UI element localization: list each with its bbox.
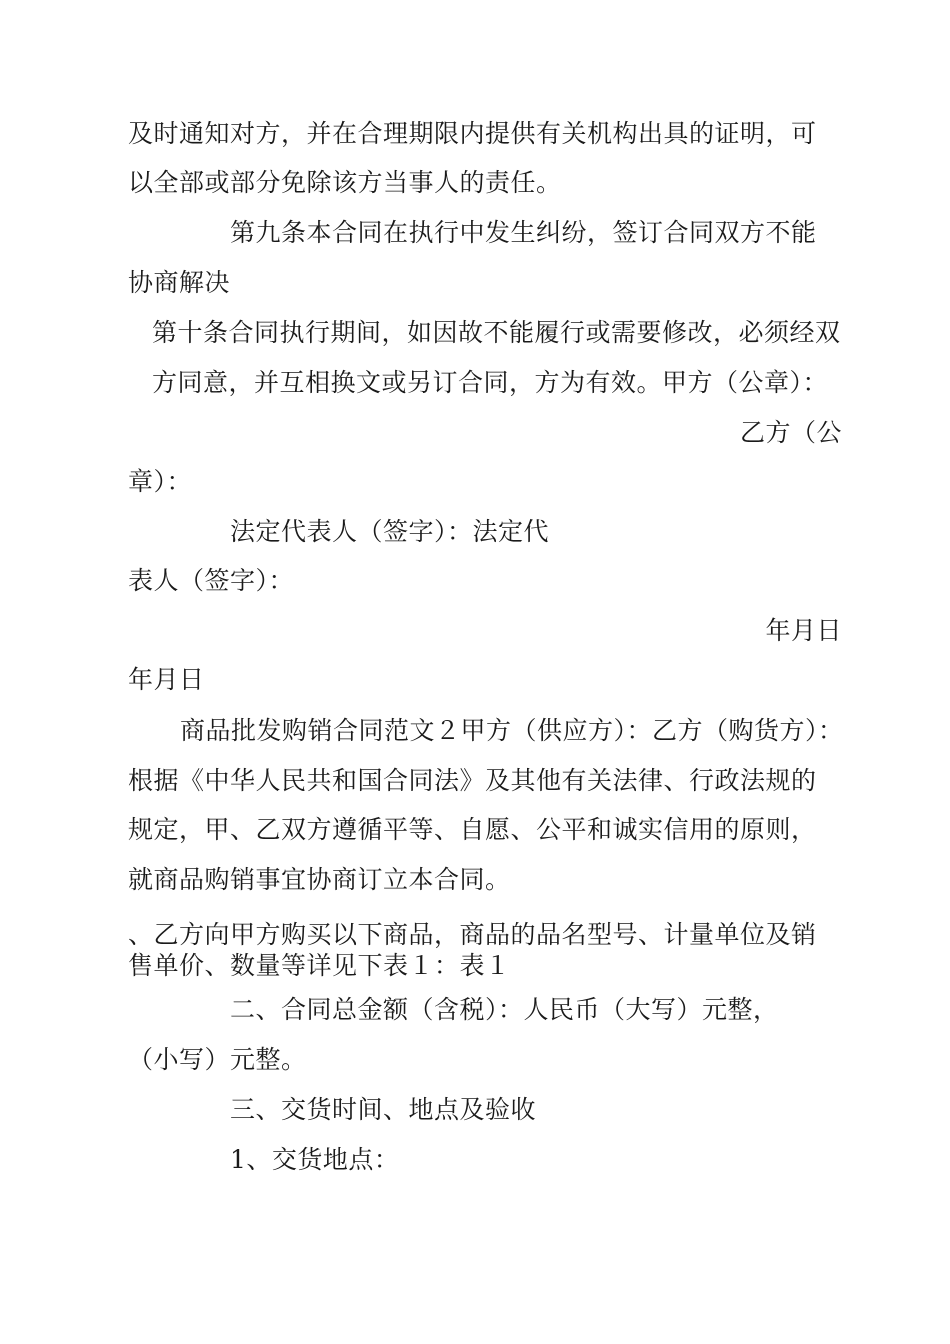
text-line: 方同意，并互相换文或另订合同，方为有效。甲方（公章）： [152,368,829,397]
text-line: 第十条合同执行期间，如因故不能履行或需要修改，必须经双 [152,318,841,347]
text-line: 以全部或部分免除该方当事人的责任。 [128,168,562,197]
text-line: 二、合同总金额（含税）：人民币（大写）元整， [230,995,779,1024]
text-line: 1、交货地点： [230,1145,400,1174]
text-line: （小写）元整。 [128,1045,307,1074]
text-line: 表人（签字）： [128,566,295,595]
text-line: 就商品购销事宜协商订立本合同。 [128,865,511,894]
text-line: 及时通知对方，并在合理期限内提供有关机构出具的证明，可 [128,119,817,148]
section-heading: 商品批发购销合同范文２甲方（供应方）：乙方（购货方）： [180,716,844,745]
text-line: 、乙方向甲方购买以下商品，商品的品名型号、计量单位及销 [128,920,817,949]
date-line: 年月日 [128,665,205,694]
text-line: 根据《中华人民共和国合同法》及其他有关法律、行政法规的 [128,766,817,795]
section-heading: 三、交货时间、地点及验收 [230,1095,537,1124]
text-line: 第九条本合同在执行中发生纠纷，签订合同双方不能 [230,218,817,247]
date-line: 年月日 [765,616,842,645]
text-line: 章）： [128,467,193,496]
text-line: 法定代表人（签字）：法定代 [230,517,550,546]
text-line: 规定，甲、乙双方遵循平等、自愿、公平和诚实信用的原则， [128,815,817,844]
text-line: 售单价、数量等详见下表１：表１ [128,951,511,980]
text-line: 协商解决 [128,268,231,297]
text-line: 乙方（公 [739,418,842,447]
